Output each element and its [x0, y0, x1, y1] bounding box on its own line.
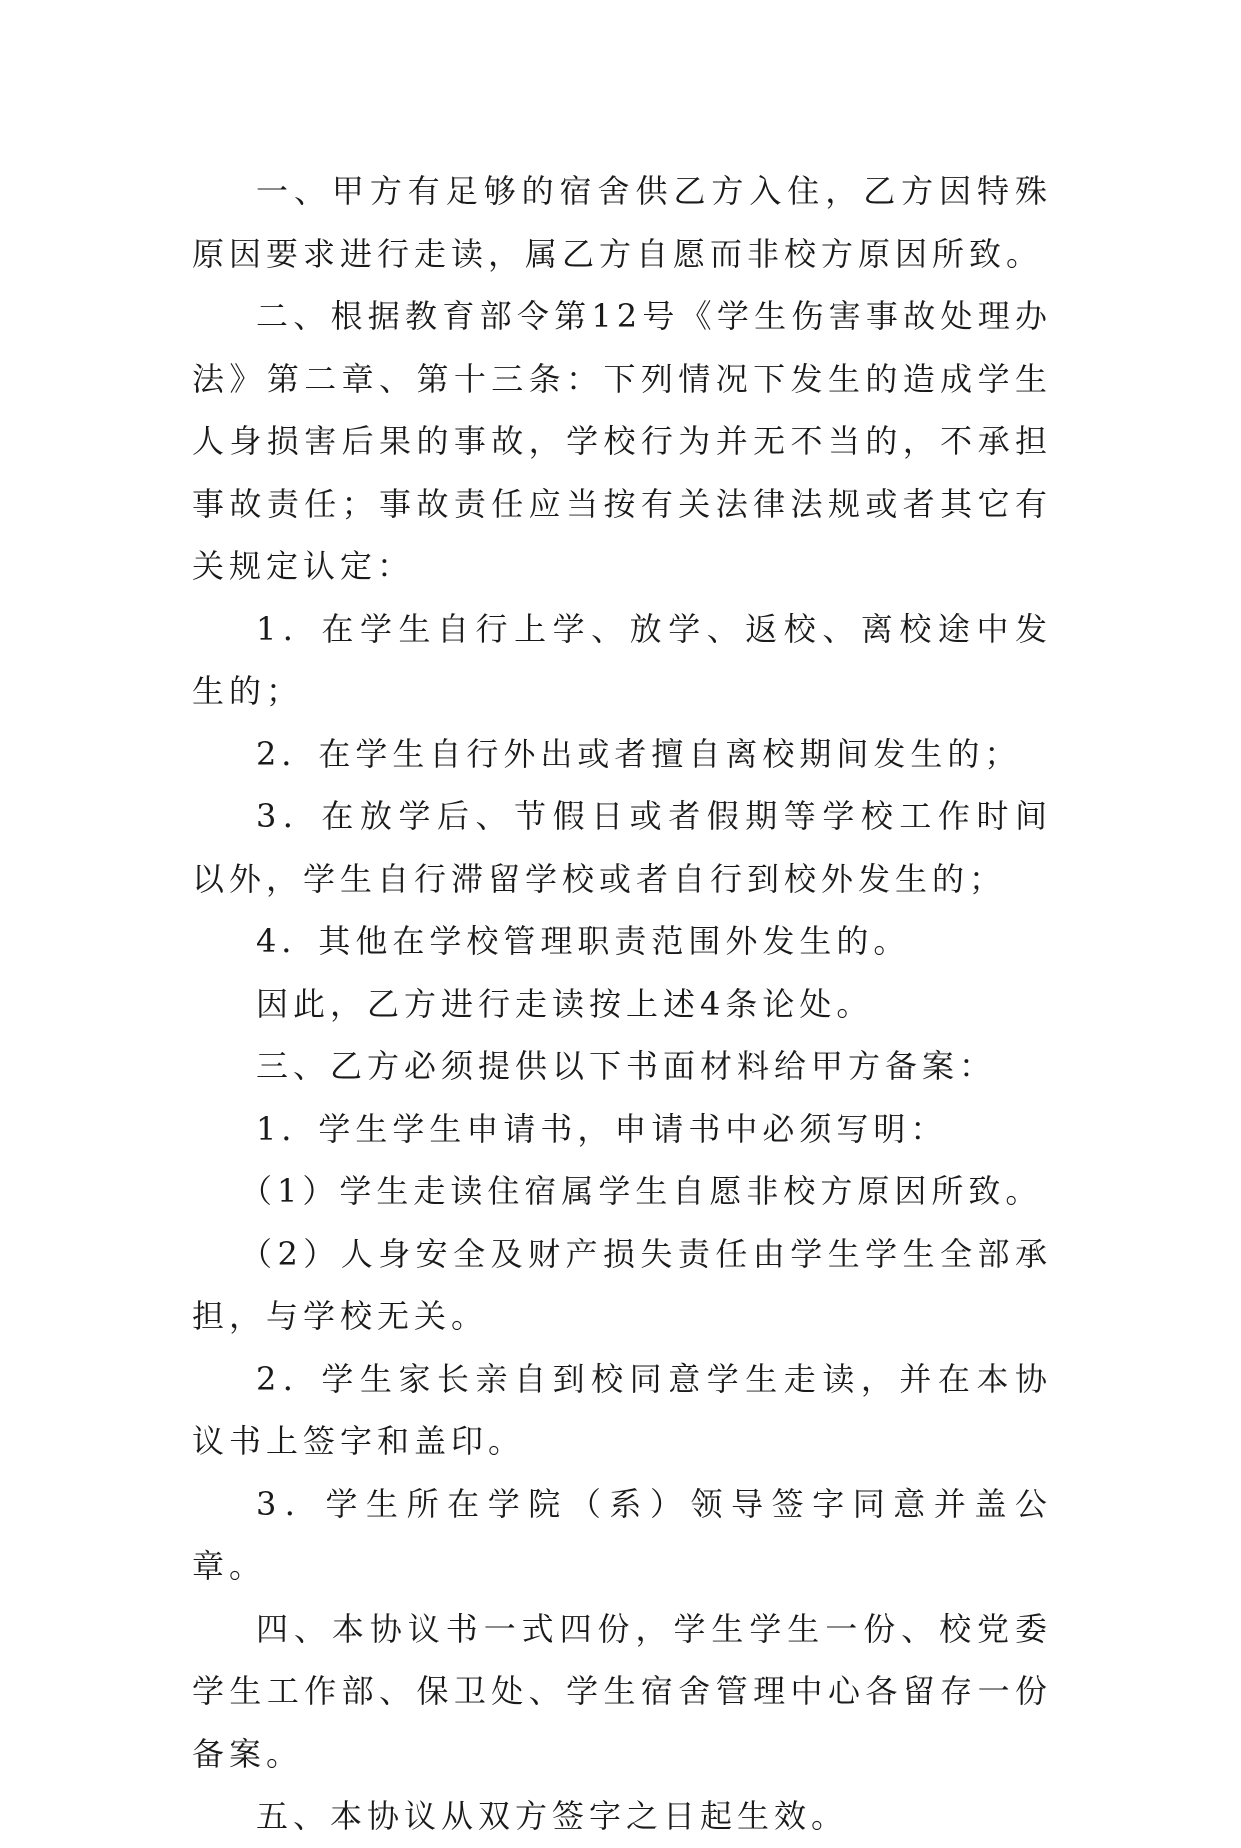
- clause-2-item-4: 4．其他在学校管理职责范围外发生的。: [256, 922, 911, 960]
- clause-5-paragraph: 五、本协议从双方签字之日起生效。: [256, 1797, 849, 1835]
- clause-2-paragraph: 二、根据教育部令第12号《学生伤害事故处理办法》第二章、第十三条：下列情况下发生的造成学生人身损害后果的事故，学校行为并无不当的，不承担事故责任；事故责任应当按有关法律法规或者其它有关规定认定：: [192, 297, 1052, 585]
- clause-3-paragraph: 三、乙方必须提供以下书面材料给甲方备案：: [256, 1047, 997, 1085]
- clause-2-item-2: 2．在学生自行外出或者擅自离校期间发生的；: [256, 734, 1022, 773]
- clause-2-item-3: 3．在放学后、节假日或者假期等学校工作时间以外，学生自行滞留学校或者自行到校外发生的；: [192, 797, 1052, 898]
- clause-3-item-3: 3．学生所在学院（系）领导签字同意并盖公章。: [192, 1484, 1052, 1585]
- clause-2-item-1: 1．在学生自行上学、放学、返校、离校途中发生的；: [192, 609, 1052, 710]
- clause-3-subitem-2: （2）人身安全及财产损失责任由学生学生全部承担，与学校无关。: [192, 1234, 1052, 1335]
- agreement-body: [192, 160, 1052, 1848]
- clause-3-subitem-1: （1）学生走读住宿属学生自愿非校方原因所致。: [240, 1172, 1043, 1210]
- clause-4-paragraph: 四、本协议书一式四份，学生学生一份、校党委学生工作部、保卫处、学生宿舍管理中心各留存一份备案。: [192, 1609, 1052, 1773]
- clause-3-item-2: 2．学生家长亲自到校同意学生走读，并在本协议书上签字和盖印。: [192, 1359, 1052, 1460]
- clause-2-conclusion: 因此，乙方进行走读按上述4条论处。: [256, 984, 874, 1023]
- clause-1-paragraph: 一、甲方有足够的宿舍供乙方入住，乙方因特殊原因要求进行走读，属乙方自愿而非校方原因所致。: [192, 172, 1052, 273]
- clause-3-item-1: 1．学生学生申请书，申请书中必须写明：: [256, 1109, 948, 1148]
